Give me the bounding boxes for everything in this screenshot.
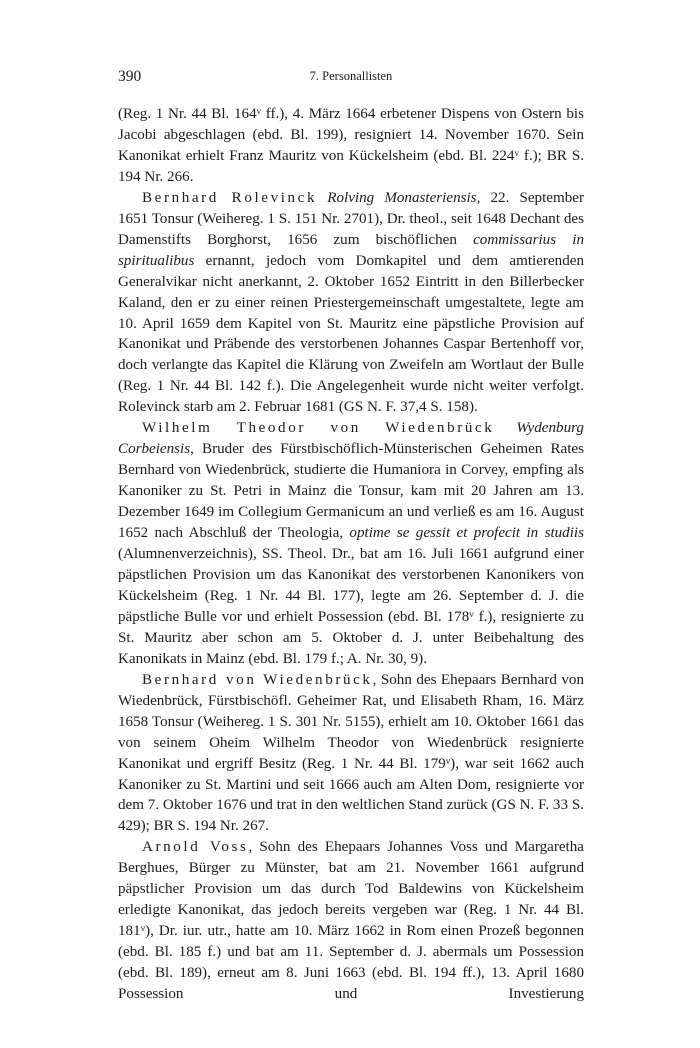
- entry-paragraph: [118, 837, 584, 1005]
- entry-paragraph: [118, 670, 584, 838]
- entry-text: , Sohn des Ehepaars Johannes Voss und Margaretha Berghues, Bürger zu Münster, bat am 21. November 1661 aufgrund päpstlicher Provision um das durch Tod Baldewins von Kückelsheim erledigte Kanonikat, das jedoch bereits vergeben war (Reg. 1 Nr. 44 Bl. 181ᵛ), Dr. iur. utr., hatte am 10. März 1662 in Rom einen Prozeß begonnen (ebd. Bl. 185 f.) und bat am 11. September d. J. abermals um Possession (ebd. Bl. 189), erneut am 8. Juni 1663 (ebd. Bl. 194 ff.), 13. April 1680 Possession und Investierung: [118, 839, 584, 1003]
- entry-arnold-voss: [118, 837, 584, 1005]
- person-name: Bernhard Rolevinck: [142, 189, 318, 206]
- entry-latin: optime se gessit et profecit in studiis: [349, 525, 584, 542]
- entry-paragraph: [118, 188, 584, 418]
- entry-text: , Bruder des Fürstbischöflich-Münsterischen Geheimen Rates Bernhard von Wiedenbrück, studierte die Humaniora in Corvey, empfing als Kanoniker zu St. Petri in Mainz die Tonsur, kam mit 20 Jahren am 13. Dezember 1649 im Collegium Germanicum an und verließ es am 16. August 1652 nach Abschluß der Theologia,: [118, 441, 584, 542]
- entry-bernhard-von-wiedenbrueck: [118, 670, 584, 838]
- page-header: [118, 68, 584, 90]
- entry-text: , Sohn des Ehepaars Bernhard von Wiedenbrück, Fürstbischöfl. Geheimer Rat, und Elisabeth Rham, 16. März 1658 Tonsur (Weihereg. 1 S. 301 Nr. 5155), erhielt am 10. Oktober 1661 das von seinem Oheim Wilhelm Theodor von Wiedenbrück resignierte Kanonikat und ergriff Besitz (Reg. 1 Nr. 44 Bl. 179ᵛ), war seit 1662 auch Kanoniker zu St. Martini und seit 1666 auch am Alten Dom, resignierte vor dem 7. Oktober 1676 und trat in den weltlichen Stand zurück (GS N. F. 33 S. 429); BR S. 194 Nr. 267.: [118, 671, 584, 835]
- person-name: Wilhelm Theodor von Wiedenbrück: [142, 420, 495, 437]
- entry-text: ernannt, jedoch vom Domkapitel und dem amtierenden Generalvikar nicht anerkannt, 2. Oktober 1652 Eintritt in den Billerbecker Kaland, den er zu einer reinen Priestergemeinschaft umgestaltete, legte am 10. April 1659 dem Kapitel von St. Mauritz eine päpstliche Provision auf Kanonikat und Präbende des verstorbenen Johannes Caspar Bertenhoff vor, doch verlangte das Kapitel die Klärung von Zweifeln am Wortlaut der Bulle (Reg. 1 Nr. 44 Bl. 142 f.). Die Angelegenheit wurde nicht weiter verfolgt. Rolevinck starb am 2. Februar 1681 (GS N. F. 37,4 S. 158).: [118, 252, 584, 416]
- person-origin: Rolving Monasteriensis: [327, 189, 477, 206]
- entry-paragraph: [118, 418, 584, 669]
- person-name: Bernhard von Wiedenbrück: [142, 671, 373, 688]
- entry-bernhard-rolevinck: [118, 188, 584, 418]
- entry-continuation: [118, 104, 584, 188]
- entry-text: (Alumnenverzeichnis), SS. Theol. Dr., bat am 16. Juli 1661 aufgrund einer päpstlichen Provision um das Kanonikat des verstorbenen Kanonikers von Kückelsheim (Reg. 1 Nr. 44 Bl. 177), legte am 26. September d. J. die päpstliche Bulle vor und erhielt Possession (ebd. Bl. 178ᵛ f.), resignierte zu St. Mauritz aber schon am 5. Oktober d. J. unter Beibehaltung des Kanonikats in Mainz (ebd. Bl. 179 f.; A. Nr. 30, 9).: [118, 546, 584, 667]
- page-number: 390: [118, 68, 142, 85]
- entry-wilhelm-theodor-von-wiedenbrueck: [118, 418, 584, 669]
- person-origin: Wydenburg Corbeiensis: [118, 420, 584, 458]
- body-text: [118, 104, 584, 1005]
- entry-latin: commissarius in spiritualibus: [118, 231, 584, 269]
- person-name: Arnold Voss: [142, 839, 249, 856]
- entry-text: (Reg. 1 Nr. 44 Bl. 164ᵛ ff.), 4. März 1664 erbetener Dispens von Ostern bis Jacobi abgeschlagen (ebd. Bl. 199), resigniert 14. November 1670. Sein Kanonikat erhielt Franz Mauritz von Kückelsheim (ebd. Bl. 224ᵛ f.); BR S. 194 Nr. 266.: [118, 106, 584, 185]
- running-head: 7. Personallisten: [309, 69, 393, 83]
- entry-text: , 22. September 1651 Tonsur (Weihereg. 1 S. 151 Nr. 2701), Dr. theol., seit 1648 Dechant des Damenstifts Borghorst, 1656 zum bischöflichen: [118, 189, 584, 248]
